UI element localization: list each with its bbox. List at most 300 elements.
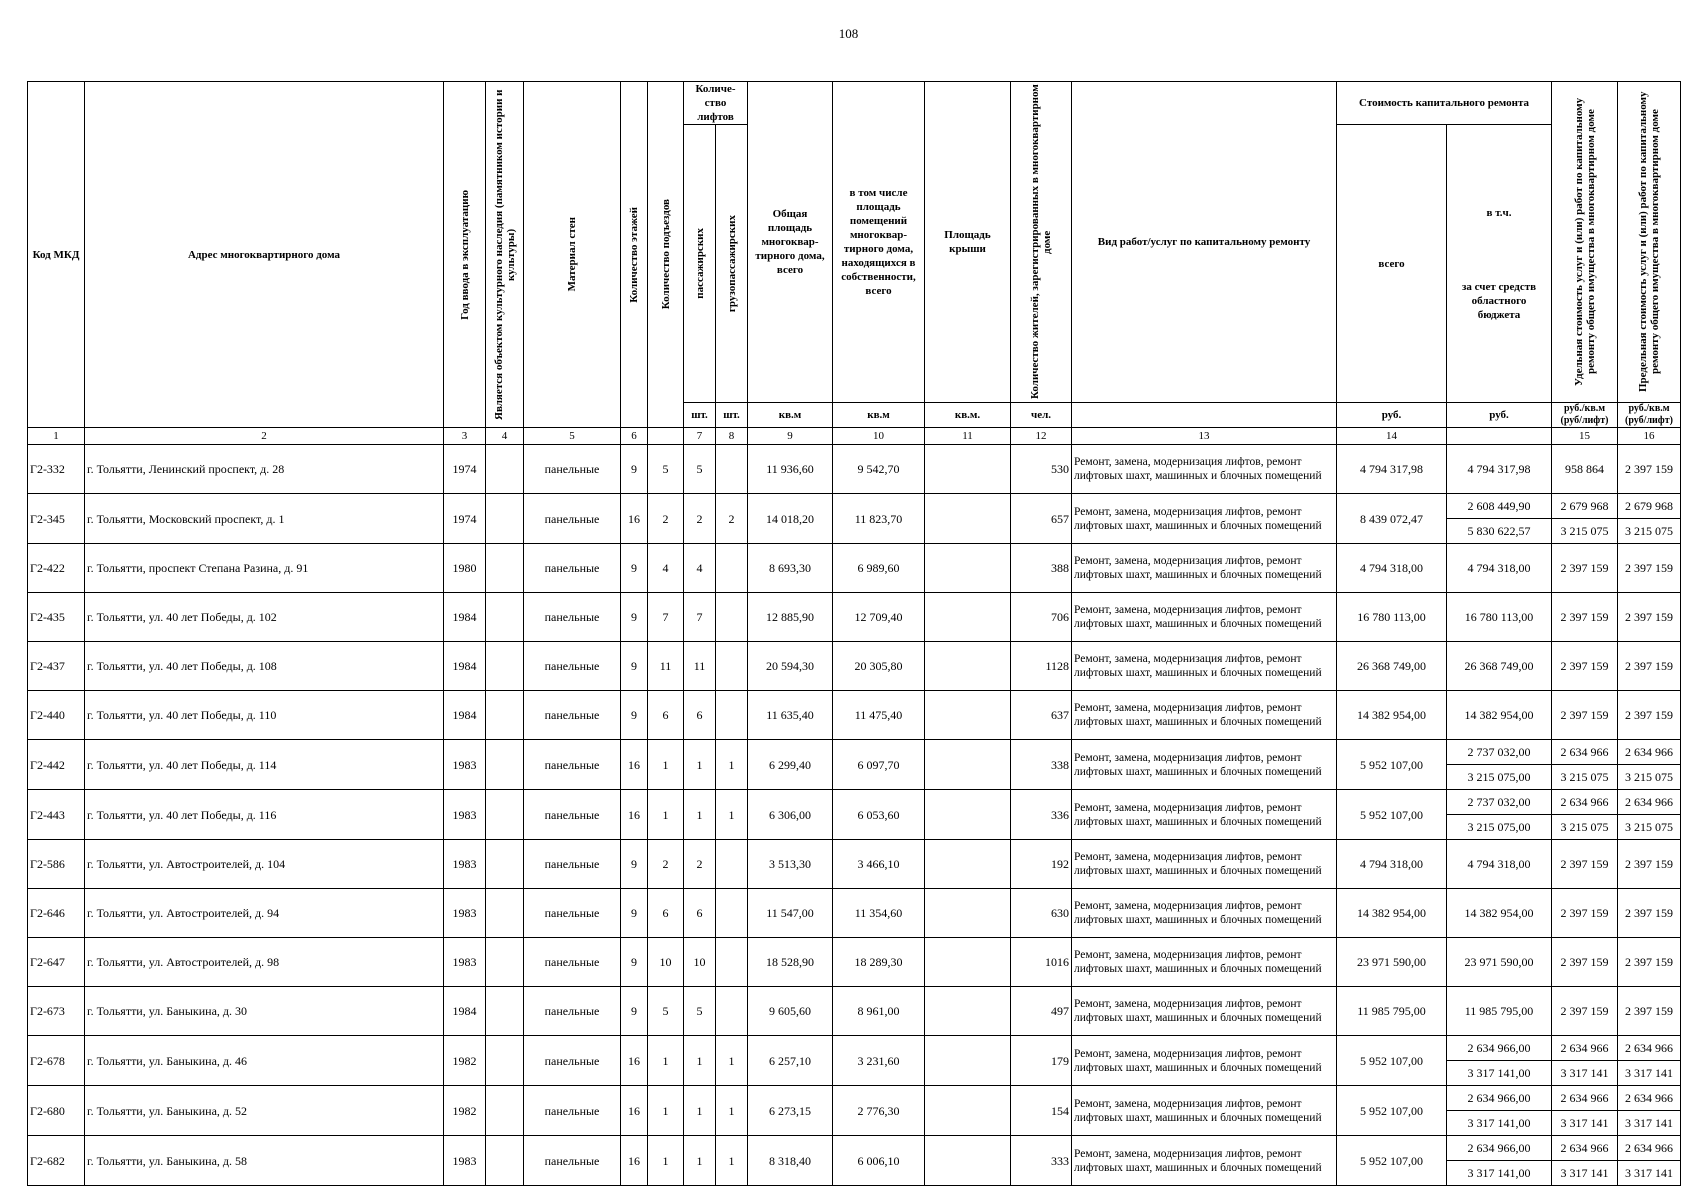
table-row	[28, 1086, 1681, 1111]
unit-budget: руб.	[1447, 403, 1552, 428]
row-max-cost: 3 215 075	[1618, 815, 1681, 840]
row-year: 1983	[444, 740, 486, 790]
row-roof-area	[925, 790, 1011, 840]
row-entrances: 11	[648, 642, 684, 691]
row-lifts-passenger: 1	[684, 1136, 716, 1186]
row-address: г. Тольятти, ул. Автостроителей, д. 98	[85, 938, 444, 987]
row-entrances: 10	[648, 938, 684, 987]
row-roof-area	[925, 840, 1011, 889]
header-lifts-cargo: грузопассажирских	[725, 214, 738, 313]
header-address: Адрес многоквартирного дома	[85, 82, 444, 428]
row-floors: 9	[621, 840, 648, 889]
row-roof-area	[925, 740, 1011, 790]
row-floors: 9	[621, 544, 648, 593]
row-code: Г2-673	[28, 987, 85, 1036]
row-entrances: 4	[648, 544, 684, 593]
row-roof-area	[925, 593, 1011, 642]
row-work-type: Ремонт, замена, модернизация лифтов, ремонт лифтовых шахт, машинных и блочных помещений	[1072, 740, 1337, 790]
header-roof-area: Площадь крыши	[925, 82, 1011, 403]
row-owned-area: 6 989,60	[833, 544, 925, 593]
row-year: 1984	[444, 987, 486, 1036]
row-year: 1984	[444, 691, 486, 740]
header-cost-total: всего	[1337, 125, 1447, 403]
row-total-area: 11 547,00	[748, 889, 833, 938]
row-heritage	[486, 593, 524, 642]
row-entrances: 1	[648, 1136, 684, 1186]
table-row	[28, 593, 1681, 642]
table-body	[28, 445, 1681, 1186]
row-total-area: 8 318,40	[748, 1136, 833, 1186]
row-year: 1983	[444, 790, 486, 840]
row-owned-area: 8 961,00	[833, 987, 925, 1036]
row-residents: 338	[1011, 740, 1072, 790]
row-roof-area	[925, 889, 1011, 938]
row-cost-total: 23 971 590,00	[1337, 938, 1447, 987]
row-cost-total: 11 985 795,00	[1337, 987, 1447, 1036]
row-year: 1980	[444, 544, 486, 593]
header-floors: Количество этажей	[628, 206, 640, 303]
header-entrances: Количество подъездов	[659, 199, 672, 310]
row-lifts-passenger: 10	[684, 938, 716, 987]
row-walls: панельные	[524, 494, 621, 544]
row-total-area: 18 528,90	[748, 938, 833, 987]
row-unit-cost: 2 397 159	[1552, 593, 1618, 642]
row-walls: панельные	[524, 1086, 621, 1136]
row-address: г. Тольятти, ул. 40 лет Победы, д. 108	[85, 642, 444, 691]
row-heritage	[486, 544, 524, 593]
row-max-cost: 2 397 159	[1618, 593, 1681, 642]
row-year: 1984	[444, 593, 486, 642]
row-cost-budget: 2 737 032,00	[1447, 740, 1552, 765]
row-address: г. Тольятти, ул. Баныкина, д. 30	[85, 987, 444, 1036]
row-total-area: 6 257,10	[748, 1036, 833, 1086]
row-heritage	[486, 790, 524, 840]
row-residents: 497	[1011, 987, 1072, 1036]
row-unit-cost: 3 317 141	[1552, 1161, 1618, 1186]
row-unit-cost: 2 679 968	[1552, 494, 1618, 519]
header-year: Год ввода в эксплуатацию	[458, 189, 471, 320]
row-total-area: 11 635,40	[748, 691, 833, 740]
row-total-area: 6 273,15	[748, 1086, 833, 1136]
header-total-area: Общая площадь многоквар-тирного дома, всего	[748, 82, 833, 403]
row-owned-area: 9 542,70	[833, 445, 925, 494]
row-cost-budget: 14 382 954,00	[1447, 889, 1552, 938]
table-row	[28, 691, 1681, 740]
row-cost-budget: 23 971 590,00	[1447, 938, 1552, 987]
row-total-area: 8 693,30	[748, 544, 833, 593]
row-unit-cost: 3 317 141	[1552, 1111, 1618, 1136]
row-work-type: Ремонт, замена, модернизация лифтов, ремонт лифтовых шахт, машинных и блочных помещений	[1072, 691, 1337, 740]
row-lifts-cargo: 1	[716, 1036, 748, 1086]
row-residents: 1128	[1011, 642, 1072, 691]
row-lifts-cargo	[716, 544, 748, 593]
column-number: 3	[444, 428, 486, 445]
unit-work-empty	[1072, 403, 1337, 428]
table-row	[28, 840, 1681, 889]
header-unit-cost: Удельная стоимость услуг и (или) работ по капитальному ремонту общего имущества в многоквартирном доме	[1572, 97, 1597, 387]
row-residents: 179	[1011, 1036, 1072, 1086]
row-entrances: 6	[648, 889, 684, 938]
row-residents: 637	[1011, 691, 1072, 740]
row-floors: 9	[621, 445, 648, 494]
row-heritage	[486, 642, 524, 691]
row-entrances: 1	[648, 740, 684, 790]
row-roof-area	[925, 987, 1011, 1036]
row-owned-area: 20 305,80	[833, 642, 925, 691]
row-lifts-cargo	[716, 938, 748, 987]
row-max-cost: 2 397 159	[1618, 691, 1681, 740]
row-residents: 333	[1011, 1136, 1072, 1186]
row-cost-budget: 26 368 749,00	[1447, 642, 1552, 691]
row-lifts-passenger: 6	[684, 691, 716, 740]
row-walls: панельные	[524, 790, 621, 840]
header-floors-cell	[621, 82, 648, 428]
row-lifts-cargo: 1	[716, 1136, 748, 1186]
header-year-cell	[444, 82, 486, 428]
row-entrances: 1	[648, 790, 684, 840]
row-entrances: 2	[648, 494, 684, 544]
column-number: 6	[621, 428, 648, 445]
row-work-type: Ремонт, замена, модернизация лифтов, ремонт лифтовых шахт, машинных и блочных помещений	[1072, 445, 1337, 494]
header-walls-cell	[524, 82, 621, 428]
row-owned-area: 11 475,40	[833, 691, 925, 740]
row-unit-cost: 2 397 159	[1552, 987, 1618, 1036]
table-row	[28, 938, 1681, 987]
row-owned-area: 6 053,60	[833, 790, 925, 840]
row-unit-cost: 2 634 966	[1552, 1136, 1618, 1161]
row-cost-budget: 4 794 317,98	[1447, 445, 1552, 494]
row-lifts-passenger: 4	[684, 544, 716, 593]
row-cost-budget: 16 780 113,00	[1447, 593, 1552, 642]
row-total-area: 12 885,90	[748, 593, 833, 642]
row-max-cost: 2 397 159	[1618, 840, 1681, 889]
row-code: Г2-682	[28, 1136, 85, 1186]
row-lifts-cargo	[716, 889, 748, 938]
row-heritage	[486, 889, 524, 938]
header-lifts-passenger-cell	[684, 125, 716, 403]
row-roof-area	[925, 1086, 1011, 1136]
row-code: Г2-345	[28, 494, 85, 544]
row-lifts-cargo	[716, 593, 748, 642]
row-cost-total: 4 794 318,00	[1337, 544, 1447, 593]
row-address: г. Тольятти, Московский проспект, д. 1	[85, 494, 444, 544]
row-lifts-passenger: 2	[684, 840, 716, 889]
row-cost-total: 4 794 317,98	[1337, 445, 1447, 494]
row-max-cost: 3 317 141	[1618, 1161, 1681, 1186]
row-lifts-cargo	[716, 642, 748, 691]
row-heritage	[486, 1136, 524, 1186]
row-code: Г2-647	[28, 938, 85, 987]
row-address: г. Тольятти, ул. 40 лет Победы, д. 114	[85, 740, 444, 790]
row-floors: 9	[621, 642, 648, 691]
row-lifts-passenger: 11	[684, 642, 716, 691]
row-cost-budget: 2 634 966,00	[1447, 1036, 1552, 1061]
row-work-type: Ремонт, замена, модернизация лифтов, ремонт лифтовых шахт, машинных и блочных помещений	[1072, 938, 1337, 987]
row-entrances: 1	[648, 1036, 684, 1086]
row-unit-cost: 3 317 141	[1552, 1061, 1618, 1086]
row-lifts-passenger: 6	[684, 889, 716, 938]
row-roof-area	[925, 691, 1011, 740]
header-max-cost-cell	[1618, 82, 1681, 403]
row-year: 1982	[444, 1086, 486, 1136]
header-cost-budget: за счет средств областного бюджета	[1461, 280, 1537, 321]
row-heritage	[486, 445, 524, 494]
row-max-cost: 2 634 966	[1618, 1086, 1681, 1111]
header-walls: Материал стен	[566, 217, 578, 292]
row-heritage	[486, 987, 524, 1036]
row-max-cost: 2 397 159	[1618, 544, 1681, 593]
row-roof-area	[925, 938, 1011, 987]
repair-registry-table	[27, 81, 1681, 1186]
unit-unit-cost: руб./кв.м (руб/лифт)	[1552, 403, 1618, 428]
row-unit-cost: 2 397 159	[1552, 840, 1618, 889]
column-number: 4	[486, 428, 524, 445]
row-max-cost: 2 397 159	[1618, 445, 1681, 494]
row-owned-area: 11 354,60	[833, 889, 925, 938]
row-code: Г2-680	[28, 1086, 85, 1136]
row-code: Г2-646	[28, 889, 85, 938]
row-code: Г2-443	[28, 790, 85, 840]
row-work-type: Ремонт, замена, модернизация лифтов, ремонт лифтовых шахт, машинных и блочных помещений	[1072, 987, 1337, 1036]
row-residents: 630	[1011, 889, 1072, 938]
row-floors: 9	[621, 593, 648, 642]
row-year: 1983	[444, 1136, 486, 1186]
row-cost-total: 14 382 954,00	[1337, 691, 1447, 740]
row-year: 1974	[444, 445, 486, 494]
column-number: 13	[1072, 428, 1337, 445]
row-cost-budget: 2 737 032,00	[1447, 790, 1552, 815]
row-max-cost: 3 215 075	[1618, 765, 1681, 790]
row-cost-total: 26 368 749,00	[1337, 642, 1447, 691]
table-row	[28, 790, 1681, 815]
column-number: 14	[1337, 428, 1447, 445]
row-walls: панельные	[524, 544, 621, 593]
row-code: Г2-678	[28, 1036, 85, 1086]
row-cost-budget: 14 382 954,00	[1447, 691, 1552, 740]
header-lifts-passenger: пассажирских	[693, 228, 706, 299]
row-max-cost: 2 634 966	[1618, 1136, 1681, 1161]
row-heritage	[486, 840, 524, 889]
header-heritage: Является объектом культурного наследия (памятником истории и культуры)	[492, 89, 517, 420]
unit-lift-cargo: шт.	[716, 403, 748, 428]
row-unit-cost: 2 634 966	[1552, 790, 1618, 815]
unit-total: руб.	[1337, 403, 1447, 428]
row-work-type: Ремонт, замена, модернизация лифтов, ремонт лифтовых шахт, машинных и блочных помещений	[1072, 790, 1337, 840]
row-work-type: Ремонт, замена, модернизация лифтов, ремонт лифтовых шахт, машинных и блочных помещений	[1072, 494, 1337, 544]
column-number: 1	[28, 428, 85, 445]
row-roof-area	[925, 642, 1011, 691]
row-unit-cost: 3 215 075	[1552, 765, 1618, 790]
row-lifts-passenger: 7	[684, 593, 716, 642]
row-address: г. Тольятти, Ленинский проспект, д. 28	[85, 445, 444, 494]
row-unit-cost: 3 215 075	[1552, 815, 1618, 840]
column-number: 8	[716, 428, 748, 445]
header-entrances-cell	[648, 82, 684, 428]
column-number: 12	[1011, 428, 1072, 445]
row-entrances: 5	[648, 445, 684, 494]
row-lifts-cargo	[716, 445, 748, 494]
row-total-area: 3 513,30	[748, 840, 833, 889]
row-walls: панельные	[524, 642, 621, 691]
row-code: Г2-435	[28, 593, 85, 642]
row-floors: 16	[621, 494, 648, 544]
row-work-type: Ремонт, замена, модернизация лифтов, ремонт лифтовых шахт, машинных и блочных помещений	[1072, 889, 1337, 938]
header-code: Код МКД	[28, 82, 85, 428]
row-lifts-cargo: 2	[716, 494, 748, 544]
table-row	[28, 642, 1681, 691]
row-address: г. Тольятти, ул. Баныкина, д. 46	[85, 1036, 444, 1086]
row-floors: 16	[621, 1086, 648, 1136]
header-residents: Количество жителей, зарегистрированных в многоквартирном доме	[1029, 84, 1053, 400]
column-number: 15	[1552, 428, 1618, 445]
table-row	[28, 740, 1681, 765]
row-heritage	[486, 740, 524, 790]
row-total-area: 6 299,40	[748, 740, 833, 790]
row-entrances: 6	[648, 691, 684, 740]
row-heritage	[486, 691, 524, 740]
row-max-cost: 2 397 159	[1618, 889, 1681, 938]
row-total-area: 9 605,60	[748, 987, 833, 1036]
row-walls: панельные	[524, 840, 621, 889]
row-lifts-cargo: 1	[716, 740, 748, 790]
row-lifts-cargo: 1	[716, 1086, 748, 1136]
row-floors: 16	[621, 740, 648, 790]
unit-lift-passenger: шт.	[684, 403, 716, 428]
row-residents: 1016	[1011, 938, 1072, 987]
row-owned-area: 6 097,70	[833, 740, 925, 790]
row-year: 1974	[444, 494, 486, 544]
row-max-cost: 2 679 968	[1618, 494, 1681, 519]
row-cost-budget: 2 634 966,00	[1447, 1136, 1552, 1161]
row-address: г. Тольятти, ул. Автостроителей, д. 94	[85, 889, 444, 938]
row-address: г. Тольятти, ул. 40 лет Победы, д. 110	[85, 691, 444, 740]
row-max-cost: 3 215 075	[1618, 519, 1681, 544]
row-work-type: Ремонт, замена, модернизация лифтов, ремонт лифтовых шахт, машинных и блочных помещений	[1072, 1086, 1337, 1136]
row-address: г. Тольятти, ул. Автостроителей, д. 104	[85, 840, 444, 889]
column-number: 7	[684, 428, 716, 445]
header-unit-cost-cell	[1552, 82, 1618, 403]
row-owned-area: 3 231,60	[833, 1036, 925, 1086]
table-row	[28, 445, 1681, 494]
row-cost-budget: 3 317 141,00	[1447, 1161, 1552, 1186]
row-code: Г2-437	[28, 642, 85, 691]
column-number: 9	[748, 428, 833, 445]
row-cost-total: 5 952 107,00	[1337, 1136, 1447, 1186]
row-roof-area	[925, 494, 1011, 544]
header-work-type: Вид работ/услуг по капитальному ремонту	[1072, 82, 1337, 403]
row-residents: 192	[1011, 840, 1072, 889]
row-residents: 706	[1011, 593, 1072, 642]
row-code: Г2-440	[28, 691, 85, 740]
row-work-type: Ремонт, замена, модернизация лифтов, ремонт лифтовых шахт, машинных и блочных помещений	[1072, 593, 1337, 642]
row-lifts-cargo	[716, 691, 748, 740]
header-residents-cell	[1011, 82, 1072, 403]
row-entrances: 5	[648, 987, 684, 1036]
row-roof-area	[925, 445, 1011, 494]
row-max-cost: 2 397 159	[1618, 642, 1681, 691]
row-unit-cost: 2 397 159	[1552, 691, 1618, 740]
row-cost-budget: 3 215 075,00	[1447, 815, 1552, 840]
row-total-area: 11 936,60	[748, 445, 833, 494]
row-walls: панельные	[524, 938, 621, 987]
row-lifts-cargo	[716, 840, 748, 889]
row-cost-budget: 2 634 966,00	[1447, 1086, 1552, 1111]
row-roof-area	[925, 544, 1011, 593]
row-unit-cost: 2 634 966	[1552, 740, 1618, 765]
row-work-type: Ремонт, замена, модернизация лифтов, ремонт лифтовых шахт, машинных и блочных помещений	[1072, 1136, 1337, 1186]
column-number: 2	[85, 428, 444, 445]
row-heritage	[486, 938, 524, 987]
table-row	[28, 1036, 1681, 1061]
row-residents: 336	[1011, 790, 1072, 840]
column-number: 5	[524, 428, 621, 445]
row-year: 1984	[444, 642, 486, 691]
row-code: Г2-422	[28, 544, 85, 593]
row-max-cost: 2 397 159	[1618, 987, 1681, 1036]
column-number: 10	[833, 428, 925, 445]
row-cost-total: 8 439 072,47	[1337, 494, 1447, 544]
row-floors: 16	[621, 1136, 648, 1186]
row-walls: панельные	[524, 889, 621, 938]
row-cost-budget: 4 794 318,00	[1447, 840, 1552, 889]
row-owned-area: 6 006,10	[833, 1136, 925, 1186]
table-row	[28, 494, 1681, 519]
unit-owned-area: кв.м	[833, 403, 925, 428]
row-floors: 9	[621, 889, 648, 938]
row-lifts-passenger: 2	[684, 494, 716, 544]
column-number	[648, 428, 684, 445]
header-max-cost: Предельная стоимость услуг и (или) работ по капитальному ремонту общего имущества в многоквартирном доме	[1637, 91, 1662, 393]
row-unit-cost: 2 397 159	[1552, 938, 1618, 987]
header-owned-area: в том числе площадь помещений многоквар-тирного дома, находящихся в собственности, всего	[833, 82, 925, 403]
row-work-type: Ремонт, замена, модернизация лифтов, ремонт лифтовых шахт, машинных и блочных помещений	[1072, 840, 1337, 889]
row-cost-total: 5 952 107,00	[1337, 1086, 1447, 1136]
row-address: г. Тольятти, ул. 40 лет Победы, д. 116	[85, 790, 444, 840]
row-owned-area: 12 709,40	[833, 593, 925, 642]
row-walls: панельные	[524, 987, 621, 1036]
row-roof-area	[925, 1136, 1011, 1186]
row-residents: 154	[1011, 1086, 1072, 1136]
row-heritage	[486, 1036, 524, 1086]
row-walls: панельные	[524, 445, 621, 494]
row-cost-budget: 3 215 075,00	[1447, 765, 1552, 790]
row-floors: 16	[621, 1036, 648, 1086]
row-walls: панельные	[524, 593, 621, 642]
row-floors: 9	[621, 938, 648, 987]
table-header	[28, 82, 1681, 445]
row-entrances: 1	[648, 1086, 684, 1136]
row-max-cost: 3 317 141	[1618, 1111, 1681, 1136]
row-max-cost: 2 634 966	[1618, 740, 1681, 765]
row-unit-cost: 2 397 159	[1552, 544, 1618, 593]
row-owned-area: 2 776,30	[833, 1086, 925, 1136]
row-code: Г2-442	[28, 740, 85, 790]
row-cost-budget: 2 608 449,90	[1447, 494, 1552, 519]
row-year: 1983	[444, 840, 486, 889]
row-lifts-passenger: 1	[684, 790, 716, 840]
row-residents: 388	[1011, 544, 1072, 593]
unit-roof: кв.м.	[925, 403, 1011, 428]
row-owned-area: 11 823,70	[833, 494, 925, 544]
row-total-area: 14 018,20	[748, 494, 833, 544]
row-cost-total: 4 794 318,00	[1337, 840, 1447, 889]
header-lifts: Количе-ство лифтов	[684, 82, 748, 125]
row-address: г. Тольятти, ул. 40 лет Победы, д. 102	[85, 593, 444, 642]
header-cost-budget-cell	[1447, 125, 1552, 403]
row-lifts-passenger: 5	[684, 445, 716, 494]
row-entrances: 7	[648, 593, 684, 642]
table-row	[28, 544, 1681, 593]
